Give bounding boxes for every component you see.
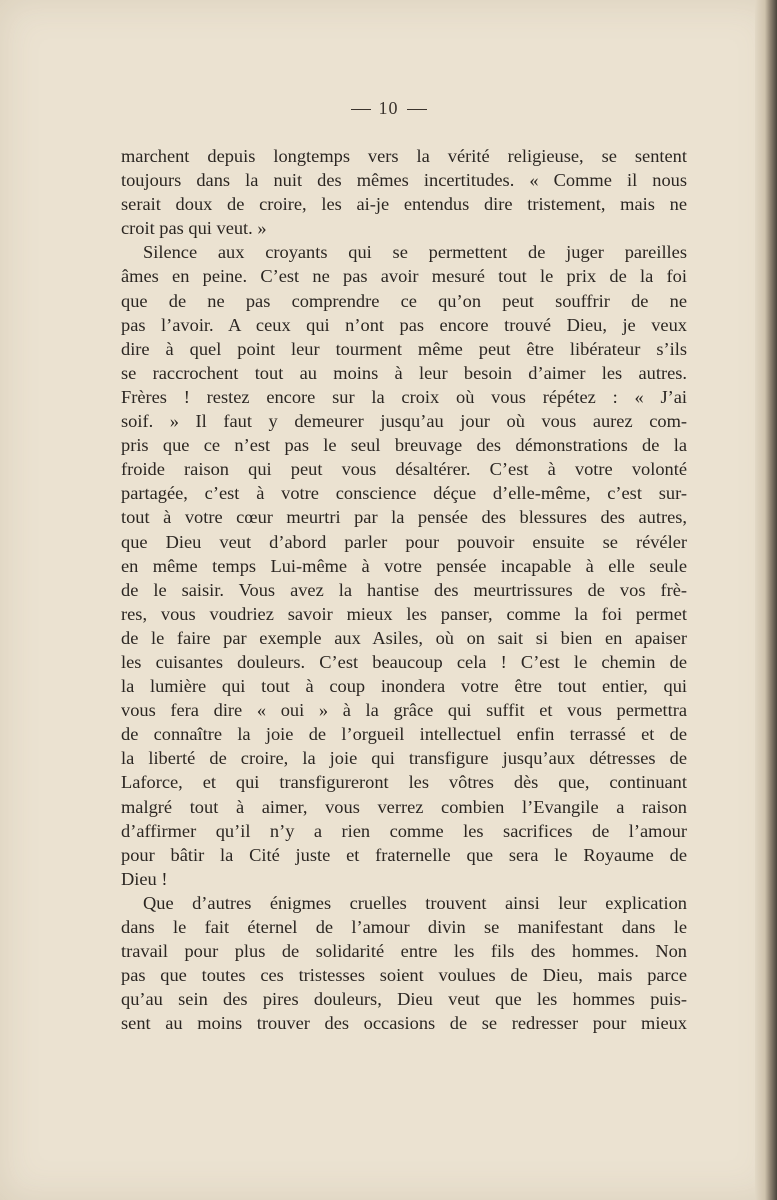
text-line: Que d’autres énigmes cruelles trouvent ainsi leur explication xyxy=(143,892,687,913)
text-line: de connaître la joie de l’orgueil intellectuel enfin terrassé et de xyxy=(121,724,687,745)
page-edge xyxy=(755,0,777,1200)
text-line: la liberté de croire, la joie qui transfigure jusqu’aux détresses de xyxy=(121,748,687,769)
text-line: de le saisir. Vous avez la hantise des meurtrissures de vos frè- xyxy=(121,579,687,600)
page-number-value: 10 xyxy=(378,98,399,118)
text-line: soif. » Il faut y demeurer jusqu’au jour où vous aurez com- xyxy=(121,411,687,432)
page-number-dash-right xyxy=(407,109,427,110)
text-line: vous fera dire « oui » à la grâce qui suffit et vous permettra xyxy=(121,700,687,721)
text-line: pas l’avoir. A ceux qui n’ont pas encore trouvé Dieu, je veux xyxy=(121,314,687,335)
text-line: Dieu ! xyxy=(121,868,168,889)
text-line: serait doux de croire, les ai-je entendus dire tristement, mais ne xyxy=(121,194,687,215)
text-line: la lumière qui tout à coup inondera votre être tout entier, qui xyxy=(121,676,687,697)
text-line: malgré tout à aimer, vous verrez combien l’Evangile a raison xyxy=(121,796,687,817)
text-line: âmes en peine. C’est ne pas avoir mesuré tout le prix de la foi xyxy=(121,266,687,287)
text-line: d’affirmer qu’il n’y a rien comme les sacrifices de l’amour xyxy=(121,820,687,841)
text-line: Silence aux croyants qui se permettent de juger pareilles xyxy=(143,242,687,263)
body-text xyxy=(121,144,687,1035)
page-number-dash-left xyxy=(351,109,371,110)
text-line: marchent depuis longtemps vers la vérité religieuse, se sentent xyxy=(121,146,687,166)
text-line: toujours dans la nuit des mêmes incertitudes. « Comme il nous xyxy=(121,170,687,191)
text-line: res, vous voudriez savoir mieux les panser, comme la foi permet xyxy=(121,603,687,624)
text-line: pris que ce n’est pas le seul breuvage des démonstrations de la xyxy=(121,435,687,456)
text-line: se raccrochent tout au moins à leur besoin d’aimer les autres. xyxy=(121,362,687,383)
text-line: que Dieu veut d’abord parler pour pouvoir ensuite se révéler xyxy=(121,531,687,552)
text-line: tout à votre cœur meurtri par la pensée des blessures des autres, xyxy=(121,507,687,528)
text-line: pas que toutes ces tristesses soient voulues de Dieu, mais parce xyxy=(121,965,687,986)
text-line: partagée, c’est à votre conscience déçue d’elle-même, c’est sur- xyxy=(121,483,687,504)
text-line: en même temps Lui-même à votre pensée incapable à elle seule xyxy=(121,555,687,576)
text-line: dire à quel point leur tourment même peut être libérateur s’ils xyxy=(121,338,687,359)
text-line: travail pour plus de solidarité entre les fils des hommes. Non xyxy=(121,941,687,962)
text-line: pour bâtir la Cité juste et fraternelle que sera le Royaume de xyxy=(121,844,687,865)
page-number xyxy=(0,98,777,119)
text-line: sent au moins trouver des occasions de se redresser pour mieux xyxy=(121,1013,687,1034)
text-line: qu’au sein des pires douleurs, Dieu veut que les hommes puis- xyxy=(121,989,687,1010)
text-line: froide raison qui peut vous désaltérer. C’est à votre volonté xyxy=(121,459,687,480)
text-line: dans le fait éternel de l’amour divin se manifestant dans le xyxy=(121,917,687,937)
text-line: de le faire par exemple aux Asiles, où on sait si bien en apaiser xyxy=(121,627,687,648)
text-line: croit pas qui veut. » xyxy=(121,218,267,239)
text-line: les cuisantes douleurs. C’est beaucoup cela ! C’est le chemin de xyxy=(121,651,687,672)
text-line: que de ne pas comprendre ce qu’on peut souffrir de ne xyxy=(121,290,687,311)
text-line: Laforce, et qui transfigureront les vôtres dès que, continuant xyxy=(121,772,687,793)
text-line: Frères ! restez encore sur la croix où vous répétez : « J’ai xyxy=(121,386,687,407)
